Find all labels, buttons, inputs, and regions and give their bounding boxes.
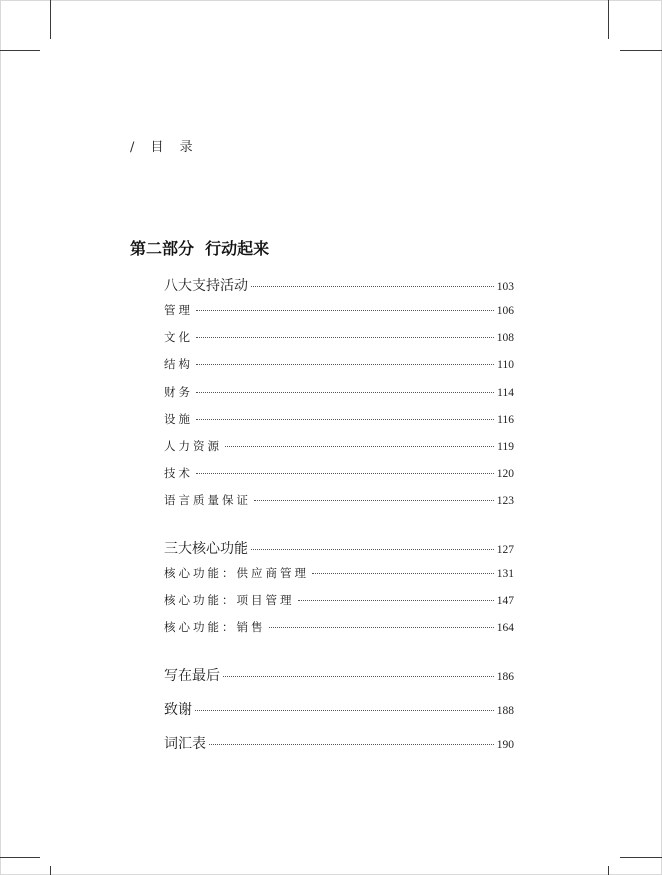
toc-section-heading[interactable] bbox=[164, 733, 514, 753]
crop-mark bbox=[608, 0, 609, 39]
dot-leader bbox=[196, 337, 494, 338]
toc-label: 结构 bbox=[164, 357, 193, 371]
dot-leader bbox=[196, 310, 494, 311]
toc-section-heading[interactable] bbox=[164, 275, 514, 295]
toc-label: 三大核心功能 bbox=[164, 541, 248, 557]
toc-page-number: 164 bbox=[496, 622, 514, 634]
toc-section-heading[interactable] bbox=[164, 665, 514, 685]
toc-page-number: 103 bbox=[496, 281, 514, 293]
toc-label: 八大支持活动 bbox=[164, 278, 248, 294]
toc-page-number: 120 bbox=[496, 468, 514, 480]
toc-entry[interactable] bbox=[164, 492, 514, 508]
toc-page-number: 123 bbox=[496, 495, 514, 507]
dot-leader bbox=[196, 473, 494, 474]
crop-mark bbox=[0, 50, 40, 51]
toc-entry[interactable] bbox=[164, 465, 514, 481]
crop-mark bbox=[620, 50, 662, 51]
dot-leader bbox=[196, 392, 494, 393]
toc-entry[interactable] bbox=[164, 438, 514, 454]
running-head: / 目 录 bbox=[130, 140, 199, 155]
toc-label: 财务 bbox=[164, 385, 193, 399]
dot-leader bbox=[312, 573, 494, 574]
toc-section-heading[interactable] bbox=[164, 699, 514, 719]
toc-page-number: 106 bbox=[496, 305, 514, 317]
toc-label: 人力资源 bbox=[164, 439, 222, 453]
toc-label: 核心功能：供应商管理 bbox=[164, 566, 309, 580]
dot-leader bbox=[195, 710, 494, 711]
toc-page-number: 186 bbox=[496, 671, 514, 683]
crop-mark bbox=[0, 857, 40, 858]
toc-label: 技术 bbox=[164, 466, 193, 480]
dot-leader bbox=[196, 364, 494, 365]
toc-label: 核心功能：销售 bbox=[164, 620, 266, 634]
dot-leader bbox=[298, 600, 494, 601]
toc-entry[interactable] bbox=[164, 411, 514, 427]
toc-entry[interactable] bbox=[164, 619, 514, 635]
toc-page-number: 119 bbox=[497, 441, 514, 453]
toc-entry[interactable] bbox=[164, 356, 514, 372]
dot-leader bbox=[196, 419, 494, 420]
toc-label: 致谢 bbox=[164, 702, 192, 718]
dot-leader bbox=[209, 744, 494, 745]
crop-mark bbox=[50, 866, 51, 875]
dot-leader bbox=[225, 446, 494, 447]
toc-page-number: 116 bbox=[497, 414, 514, 426]
dot-leader bbox=[223, 676, 494, 677]
toc-entry[interactable] bbox=[164, 302, 514, 318]
toc-label: 文化 bbox=[164, 330, 193, 344]
toc-entry[interactable] bbox=[164, 592, 514, 608]
toc-page-number: 127 bbox=[496, 544, 514, 556]
toc-entry[interactable] bbox=[164, 565, 514, 581]
toc-page-number: 147 bbox=[496, 595, 514, 607]
toc-page-number: 110 bbox=[497, 359, 514, 371]
toc-page-number: 190 bbox=[496, 739, 514, 751]
toc-label: 核心功能：项目管理 bbox=[164, 593, 295, 607]
dot-leader bbox=[251, 549, 494, 550]
dot-leader bbox=[251, 286, 494, 287]
crop-mark bbox=[608, 866, 609, 875]
toc-entry[interactable] bbox=[164, 384, 514, 400]
part-title: 第二部分 行动起来 bbox=[130, 239, 270, 258]
toc-label: 词汇表 bbox=[164, 736, 206, 752]
toc-page-number: 188 bbox=[496, 705, 514, 717]
dot-leader bbox=[269, 627, 494, 628]
toc-section-heading[interactable] bbox=[164, 538, 514, 558]
toc-page-number: 108 bbox=[496, 332, 514, 344]
crop-mark bbox=[620, 857, 662, 858]
toc-label: 设施 bbox=[164, 412, 193, 426]
toc-page-number: 131 bbox=[496, 568, 514, 580]
toc-page-number: 114 bbox=[497, 387, 514, 399]
toc-entry[interactable] bbox=[164, 329, 514, 345]
toc-label: 管理 bbox=[164, 303, 193, 317]
toc-label: 写在最后 bbox=[164, 668, 220, 684]
dot-leader bbox=[254, 500, 494, 501]
toc-label: 语言质量保证 bbox=[164, 493, 251, 507]
crop-mark bbox=[50, 0, 51, 39]
